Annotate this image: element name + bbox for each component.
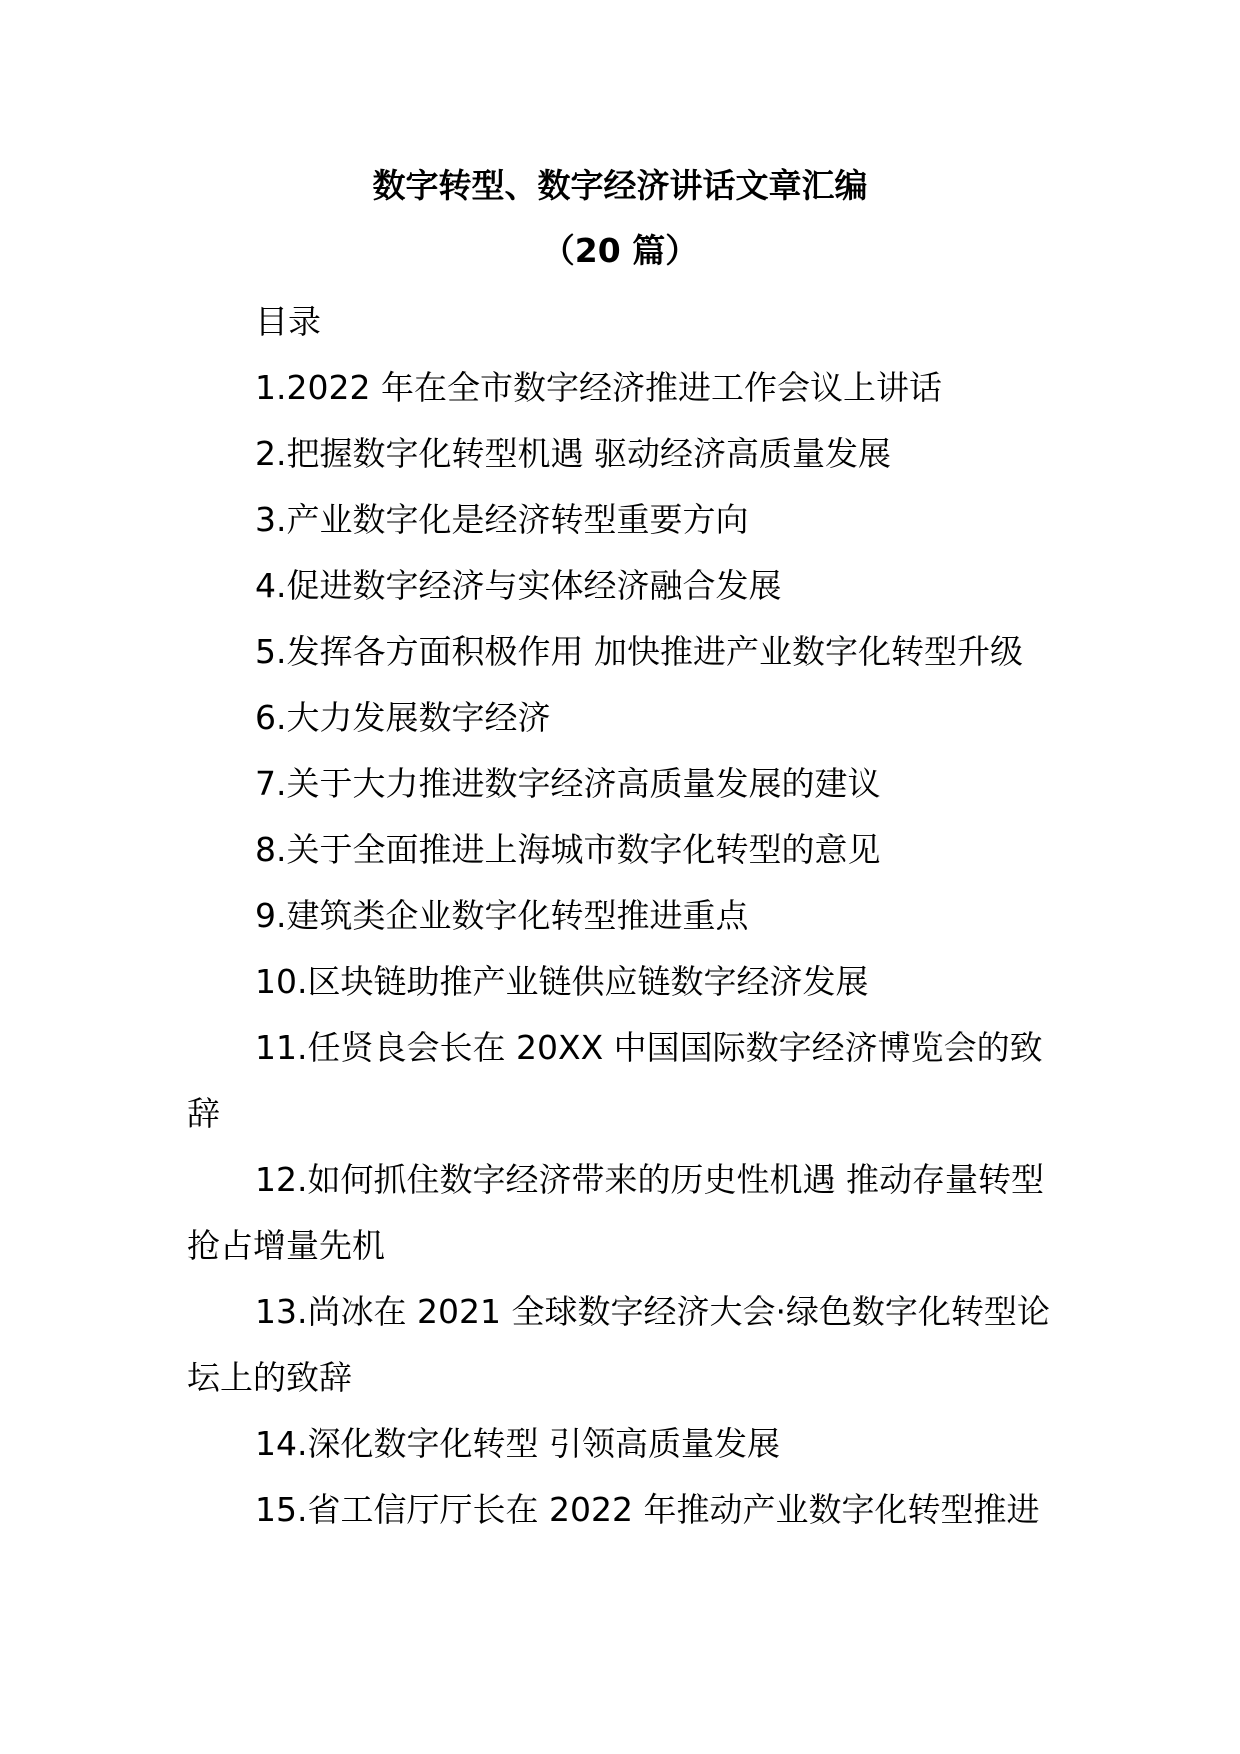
toc-item: 2.把握数字化转型机遇 驱动经济高质量发展	[255, 434, 891, 473]
toc-item: 11.任贤良会长在 20XX 中国国际数字经济博览会的致辞	[187, 1028, 1043, 1133]
document-subtitle: （20 篇）	[541, 231, 699, 270]
toc-item: 4.促进数字经济与实体经济融合发展	[255, 566, 782, 605]
toc-item: 9.建筑类企业数字化转型推进重点	[255, 896, 749, 935]
toc-item: 1.2022 年在全市数字经济推进工作会议上讲话	[255, 368, 942, 407]
toc-item: 6.大力发展数字经济	[255, 698, 551, 737]
toc-item: 14.深化数字化转型 引领高质量发展	[255, 1424, 780, 1463]
table-of-contents	[187, 289, 1053, 1543]
toc-item: 15.省工信厅厅长在 2022 年推动产业数字化转型推进	[255, 1490, 1040, 1529]
toc-item: 3.产业数字化是经济转型重要方向	[255, 500, 749, 539]
toc-item: 5.发挥各方面积极作用 加快推进产业数字化转型升级	[255, 632, 1023, 671]
toc-item: 10.区块链助推产业链供应链数字经济发展	[255, 962, 869, 1001]
toc-item: 12.如何抓住数字经济带来的历史性机遇 推动存量转型抢占增量先机	[187, 1160, 1044, 1265]
toc-item: 8.关于全面推进上海城市数字化转型的意见	[255, 830, 881, 869]
toc-item: 7.关于大力推进数字经济高质量发展的建议	[255, 764, 881, 803]
toc-item: 13.尚冰在 2021 全球数字经济大会·绿色数字化转型论坛上的致辞	[187, 1292, 1050, 1397]
document-title: 数字转型、数字经济讲话文章汇编	[372, 166, 868, 205]
toc-heading: 目录	[255, 302, 321, 341]
